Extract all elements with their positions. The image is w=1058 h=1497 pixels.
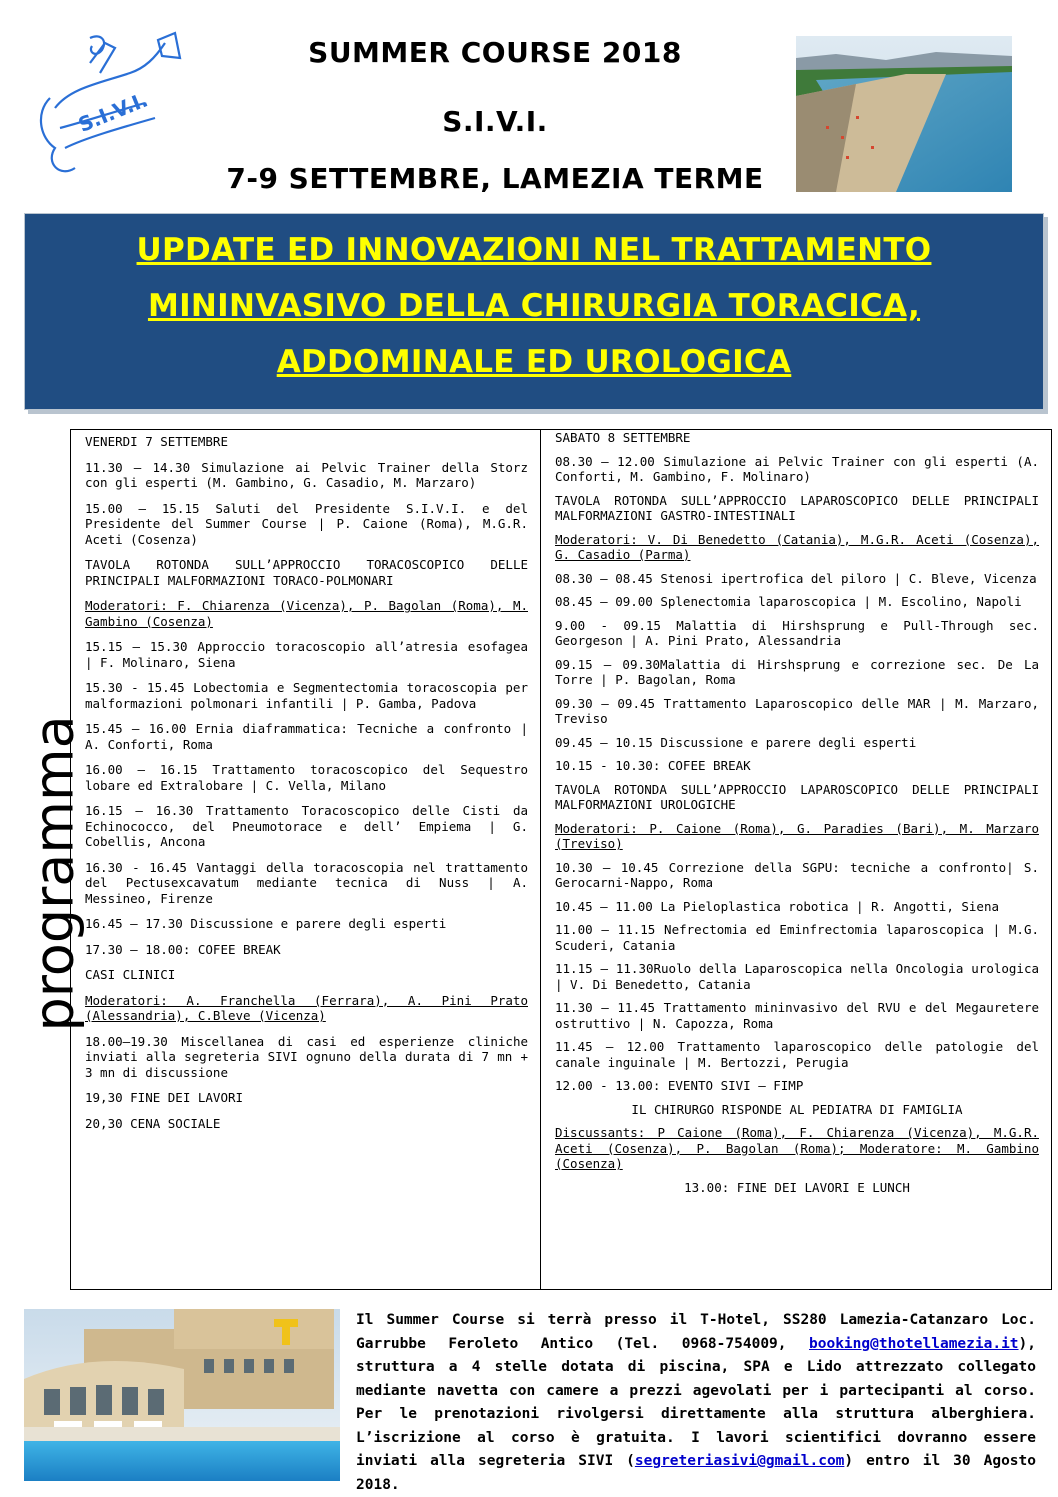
friday-entry: TAVOLA ROTONDA SULL’APPROCCIO TORACOSCOPICO DELLE PRINCIPALI MALFORMAZIONI TORACO-POLMONARI xyxy=(85,557,528,588)
banner-line-1: UPDATE ED INNOVAZIONI NEL TRATTAMENTO xyxy=(136,232,932,268)
friday-entry: CASI CLINICI xyxy=(85,967,176,982)
friday-entry: 16.45 – 17.30 Discussione e parere degli esperti xyxy=(85,916,447,931)
banner-line-3: ADDOMINALE ED UROLOGICA xyxy=(276,344,792,380)
saturday-entry: 11.30 – 11.45 Trattamento mininvasivo del RVU e del Megauretere ostruttivo | N. Capozza, Roma xyxy=(555,1000,1039,1031)
venue-info xyxy=(356,1309,1036,1497)
friday-entry: 16.30 - 16.45 Vantaggi della toracoscopia nel trattamento del Pectusexcavatum mediante tecnica di Nuss | A. Messineo, Firenze xyxy=(85,859,528,906)
saturday-entry: 11.15 – 11.30Ruolo della Laparoscopica nella Oncologia urologica | V. Di Benedetto, Catania xyxy=(555,961,1039,992)
beach-photo xyxy=(796,36,1012,192)
dates-location: 7-9 SETTEMBRE, LAMEZIA TERME xyxy=(226,162,764,195)
side-label-programma: programma xyxy=(22,715,86,1032)
saturday-entry: Discussants: P Caione (Roma), F. Chiarenza (Vicenza), M.G.R. Aceti (Cosenza), P. Bagolan (Roma); Moderatore: M. Gambino (Cosenza) xyxy=(555,1125,1039,1171)
hotel-email-link[interactable]: booking@thotellamezia.it xyxy=(809,1335,1019,1352)
friday-entry: 15.00 – 15.15 Saluti del Presidente S.I.V.I. e del Presidente del Summer Course | P. Caione (Roma), M.G.R. Aceti (Cosenza) xyxy=(85,500,528,547)
saturday-entry: 08.45 – 09.00 Splenectomia laparoscopica | M. Escolino, Napoli xyxy=(555,594,1022,609)
secretary-email-link[interactable]: segreteriasivi@gmail.com xyxy=(634,1453,845,1469)
friday-entry: 16.15 – 16.30 Trattamento Toracoscopico delle Cisti da Echinococco, del Pneumotorace e dell’ Empiema | G. Cobellis, Ancona xyxy=(85,803,528,849)
saturday-entry: 9.00 - 09.15 Malattia di Hirshsprung e Pull-Through sec. Georgeson | A. Pini Prato, Alessandria xyxy=(555,617,1039,648)
saturday-entry: IL CHIRURGO RISPONDE AL PEDIATRA DI FAMIGLIA xyxy=(631,1101,963,1117)
friday-entry: 19,30 FINE DEI LAVORI xyxy=(85,1090,244,1105)
friday-entry: 15.30 - 15.45 Lobectomia e Segmentectomia toracoscopia per malformazioni polmonari infantili | P. Gamba, Padova xyxy=(85,680,528,711)
saturday-entry: 09.30 – 09.45 Trattamento Laparoscopico delle MAR | M. Marzaro, Treviso xyxy=(555,695,1039,726)
venue-text-2: ), struttura a 4 stelle dotata di piscina, SPA e Lido attrezzato collegato mediante navetta con camere a prezzi agevolati per i partecipanti al corso. Per le prenotazioni rivolgersi direttamente alla struttura alberghiera. L’iscrizione al corso è gratuita. I lavori scientifici dovranno essere inviati alla segreteria SIVI ( xyxy=(356,1335,1036,1469)
friday-entry: 17.30 – 18.00: COFEE BREAK xyxy=(85,941,281,957)
friday-column xyxy=(71,430,541,1289)
saturday-column xyxy=(541,430,1051,1289)
venue-text-1: Il Summer Course si terrà presso il T-Hotel, SS280 Lamezia-Catanzaro Loc. Garrubbe Feroleto Antico (Tel. 0968-754009, xyxy=(356,1312,1036,1352)
saturday-entry: 08.30 – 12.00 Simulazione ai Pelvic Trainer con gli esperti (A. Conforti, M. Gambino, F. Molinaro) xyxy=(555,453,1039,484)
saturday-entry: 10.15 - 10.30: COFEE BREAK xyxy=(555,758,751,773)
saturday-entry: TAVOLA ROTONDA SULL’APPROCCIO LAPAROSCOPICO DELLE PRINCIPALI MALFORMAZIONI GASTRO-INTESTINALI xyxy=(555,492,1039,523)
friday-entry: 16.00 – 16.15 Trattamento toracoscopico del Sequestro lobare ed Extralobare | C. Vella, Milano xyxy=(85,762,528,793)
hotel-photo xyxy=(24,1309,340,1481)
banner-line-2: MININVASIVO DELLA CHIRURGIA TORACICA, xyxy=(147,288,921,324)
venue-text-3: ) entro il 30 Agosto 2018. xyxy=(356,1453,1036,1493)
friday-entry: VENERDI 7 SETTEMBRE xyxy=(85,434,228,449)
organization: S.I.V.I. xyxy=(442,105,548,138)
program-table xyxy=(70,429,1052,1290)
course-title: SUMMER COURSE 2018 xyxy=(308,36,682,69)
saturday-entry: 11.00 – 11.15 Nefrectomia ed Eminfrectomia laparoscopica | M.G. Scuderi, Catania xyxy=(555,922,1039,953)
saturday-entry: 11.45 – 12.00 Trattamento laparoscopico delle patologie del canale inguinale | M. Bertozzi, Perugia xyxy=(555,1039,1039,1070)
sivi-logo xyxy=(30,28,190,178)
title-banner xyxy=(24,213,1044,410)
saturday-entry: 09.15 – 09.30Malattia di Hirshsprung e correzione sec. De La Torre | P. Bagolan, Roma xyxy=(555,656,1039,687)
friday-entry: Moderatori: F. Chiarenza (Vicenza), P. Bagolan (Roma), M. Gambino (Cosenza) xyxy=(85,598,528,629)
saturday-entry: 10.30 – 10.45 Correzione della SGPU: tecniche a confronto| S. Gerocarni-Nappo, Roma xyxy=(555,859,1039,890)
saturday-entry: 12.00 - 13.00: EVENTO SIVI – FIMP xyxy=(555,1078,804,1093)
saturday-entry: 09.45 – 10.15 Discussione e parere degli esperti xyxy=(555,734,917,750)
saturday-entry: SABATO 8 SETTEMBRE xyxy=(555,430,691,445)
friday-entry: 20,30 CENA SOCIALE xyxy=(85,1115,221,1131)
friday-entry: 11.30 – 14.30 Simulazione ai Pelvic Trainer della Storz con gli esperti (M. Gambino, G. Casadio, M. Marzaro) xyxy=(85,459,528,490)
saturday-entry: 13.00: FINE DEI LAVORI E LUNCH xyxy=(684,1179,910,1195)
friday-entry: 15.45 – 16.00 Ernia diaframmatica: Tecniche a confronto | A. Conforti, Roma xyxy=(85,721,528,752)
friday-entry: Moderatori: A. Franchella (Ferrara), A. Pini Prato (Alessandria), C.Bleve (Vicenza) xyxy=(85,992,528,1023)
saturday-entry: Moderatori: P. Caione (Roma), G. Paradies (Bari), M. Marzaro (Treviso) xyxy=(555,820,1039,851)
friday-entry: 15.15 – 15.30 Approccio toracoscopio all’atresia esofagea | F. Molinaro, Siena xyxy=(85,639,528,670)
saturday-entry: Moderatori: V. Di Benedetto (Catania), M.G.R. Aceti (Cosenza), G. Casadio (Parma) xyxy=(555,531,1039,562)
logo-text: S.I.V.I. xyxy=(74,87,152,137)
saturday-entry: TAVOLA ROTONDA SULL’APPROCCIO LAPAROSCOPICO DELLE PRINCIPALI MALFORMAZIONI UROLOGICHE xyxy=(555,781,1039,812)
friday-entry: 18.00–19.30 Miscellanea di casi ed esperienze cliniche inviati alla segreteria SIVI ognuno della durata di 7 mn + 3 mn di discussione xyxy=(85,1033,528,1080)
saturday-entry: 08.30 – 08.45 Stenosi ipertrofica del piloro | C. Bleve, Vicenza xyxy=(555,570,1037,586)
saturday-entry: 10.45 – 11.00 La Pieloplastica robotica | R. Angotti, Siena xyxy=(555,898,1000,914)
